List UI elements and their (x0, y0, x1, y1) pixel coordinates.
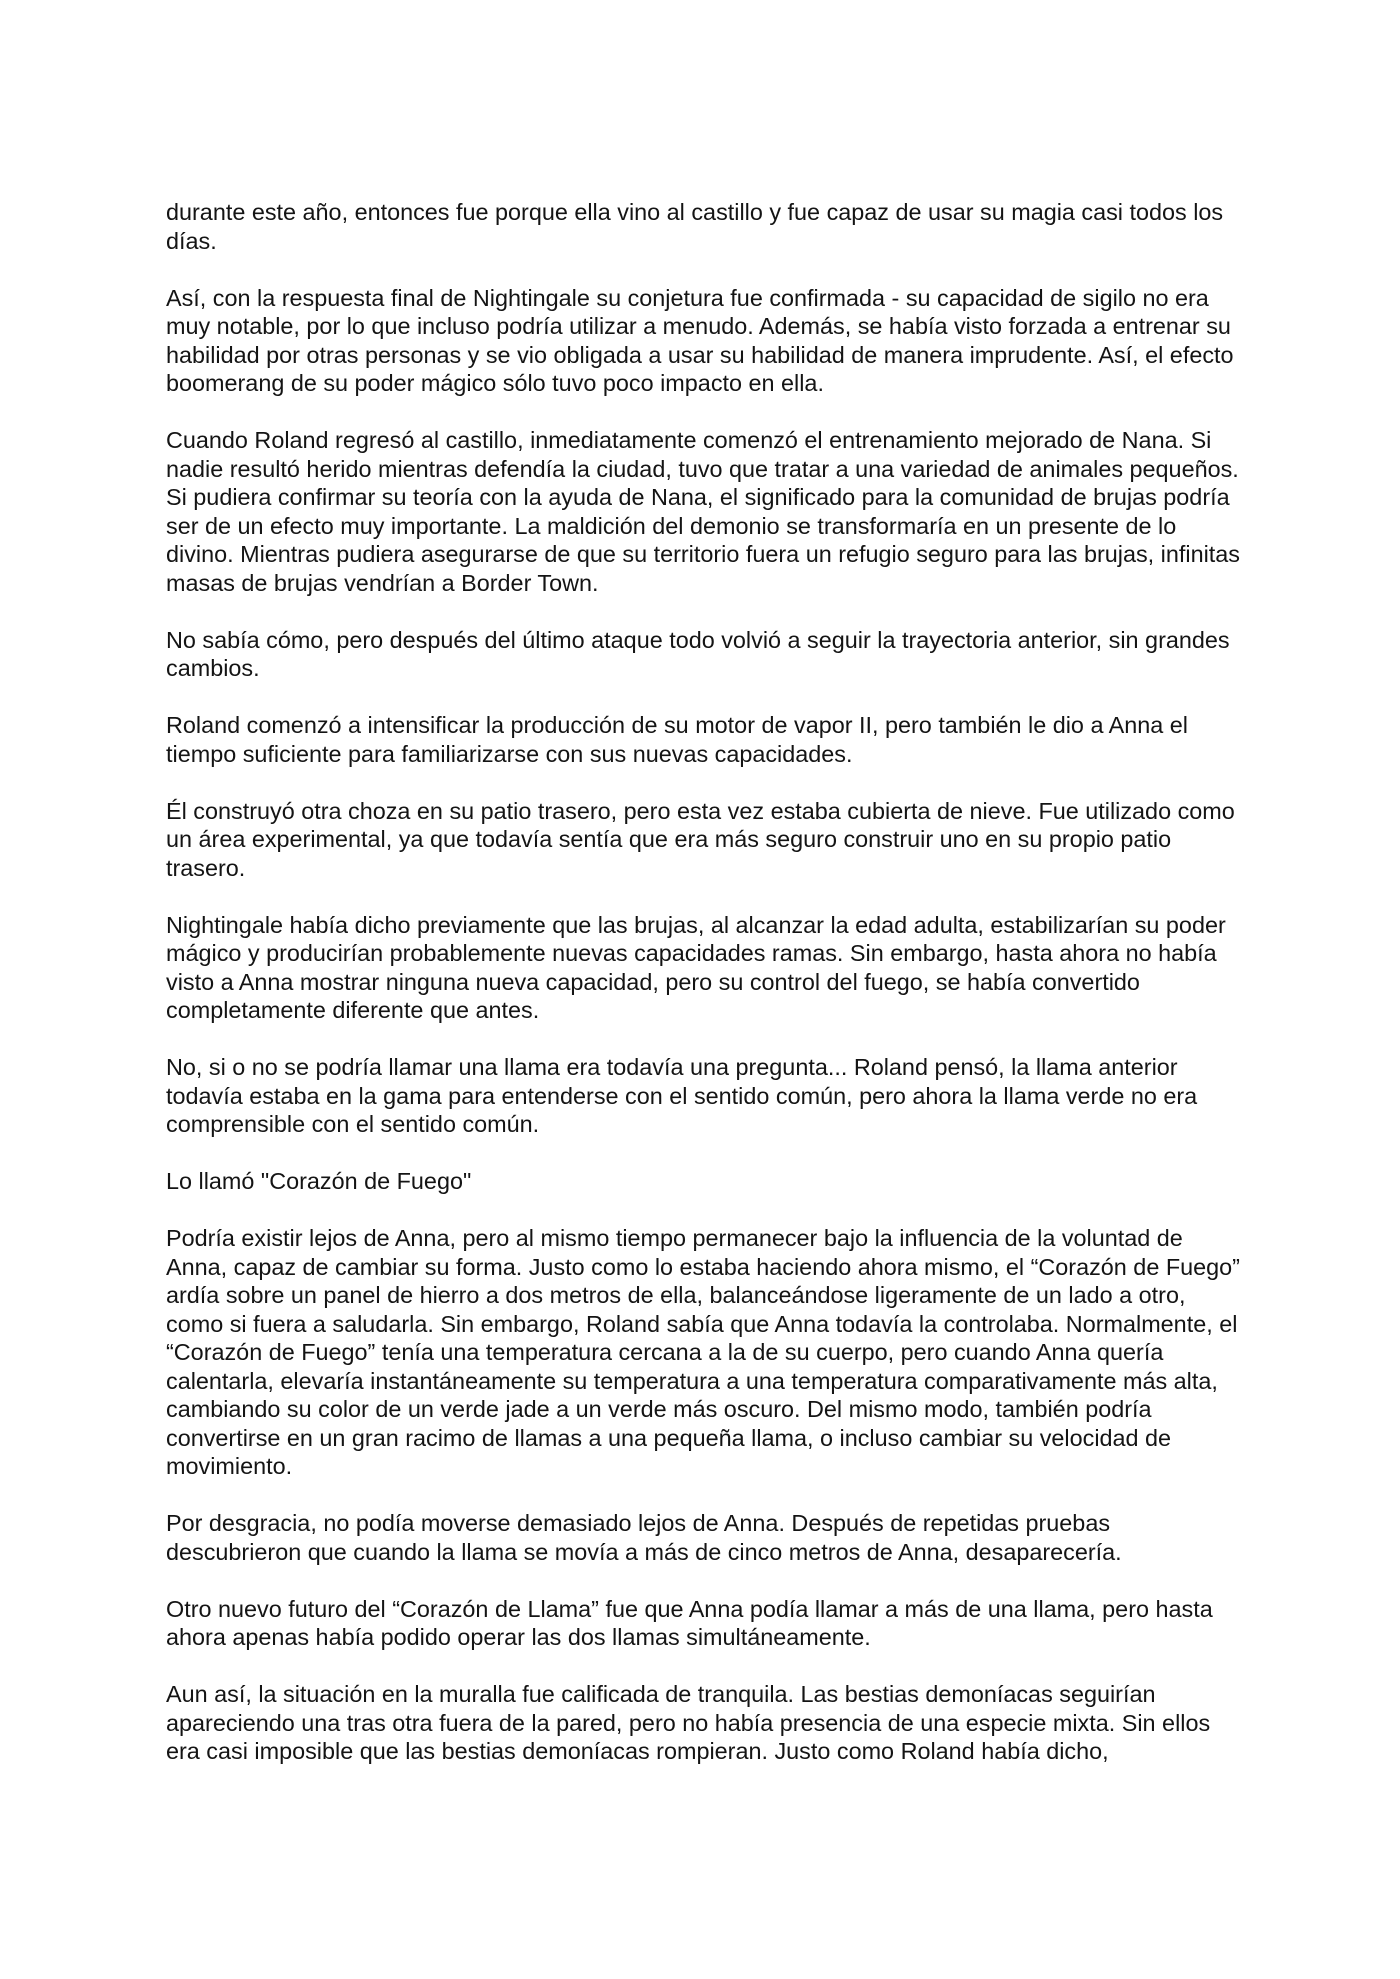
paragraph-13: Aun así, la situación en la muralla fue calificada de tranquila. Las bestias demoníacas seguirían apareciendo una tras otra fuera de la pared, pero no había presencia de una especie mixta. Sin ellos era casi imposible que las bestias demoníacas rompieran. Justo como Roland había dicho, (166, 1681, 1211, 1764)
paragraph-12: Otro nuevo futuro del “Corazón de Llama” fue que Anna podía llamar a más de una llama, pero hasta ahora apenas había podido operar las dos llamas simultáneamente. (166, 1595, 1213, 1650)
document-body (166, 198, 1246, 1794)
paragraph-7: Nightingale había dicho previamente que las brujas, al alcanzar la edad adulta, estabilizarían su poder mágico y producirían probablemente nuevas capacidades ramas. Sin embargo, hasta ahora no había visto a Anna mostrar ninguna nueva capacidad, pero su control del fuego, se había convertido completamente diferente que antes. (166, 911, 1226, 1023)
paragraph-2: Así, con la respuesta final de Nightingale su conjetura fue confirmada - su capacidad de sigilo no era muy notable, por lo que incluso podría utilizar a menudo. Además, se había visto forzada a entrenar su habilidad por otras personas y se vio obligada a usar su habilidad de manera imprudente. Así, el efecto boomerang de su poder mágico sólo tuvo poco impacto en ella. (166, 284, 1234, 396)
paragraph-11: Por desgracia, no podía moverse demasiado lejos de Anna. Después de repetidas pruebas descubrieron que cuando la llama se movía a más de cinco metros de Anna, desaparecería. (166, 1510, 1122, 1565)
paragraph-6: Él construyó otra choza en su patio trasero, pero esta vez estaba cubierta de nieve. Fue utilizado como un área experimental, ya que todavía sentía que era más seguro construir uno en su propio patio trasero. (166, 797, 1235, 881)
paragraph-10: Podría existir lejos de Anna, pero al mismo tiempo permanecer bajo la influencia de la voluntad de Anna, capaz de cambiar su forma. Justo como lo estaba haciendo ahora mismo, el “Corazón de Fuego” ardía sobre un panel de hierro a dos metros de ella, balanceándose ligeramente de un lado a otro, como si fuera a saludarla. Sin embargo, Roland sabía que Anna todavía la controlaba. Normalmente, el “Corazón de Fuego” tenía una temperatura cercana a la de su cuerpo, pero cuando Anna quería calentarla, elevaría instantáneamente su temperatura a una temperatura comparativamente más alta, cambiando su color de un verde jade a un verde más oscuro. Del mismo modo, también podría convertirse en un gran racimo de llamas a una pequeña llama, o incluso cambiar su velocidad de movimiento. (166, 1225, 1240, 1479)
paragraph-8: No, si o no se podría llamar una llama era todavía una pregunta... Roland pensó, la llama anterior todavía estaba en la gama para entenderse con el sentido común, pero ahora la llama verde no era comprensible con el sentido común. (166, 1054, 1198, 1137)
paragraph-9: Lo llamó "Corazón de Fuego" (166, 1168, 472, 1194)
paragraph-5: Roland comenzó a intensificar la producción de su motor de vapor II, pero también le dio a Anna el tiempo suficiente para familiarizarse con sus nuevas capacidades. (166, 712, 1188, 767)
paragraph-4: No sabía cómo, pero después del último ataque todo volvió a seguir la trayectoria anterior, sin grandes cambios. (166, 626, 1230, 681)
paragraph-3: Cuando Roland regresó al castillo, inmediatamente comenzó el entrenamiento mejorado de Nana. Si nadie resultó herido mientras defendía la ciudad, tuvo que tratar a una variedad de animales pequeños. Si pudiera confirmar su teoría con la ayuda de Nana, el significado para la comunidad de brujas podría ser de un efecto muy importante. La maldición del demonio se transformaría en un presente de lo divino. Mientras pudiera asegurarse de que su territorio fuera un refugio seguro para las brujas, infinitas masas de brujas vendrían a Border Town. (166, 427, 1240, 596)
paragraph-1: durante este año, entonces fue porque ella vino al castillo y fue capaz de usar su magia casi todos los días. (166, 199, 1224, 254)
